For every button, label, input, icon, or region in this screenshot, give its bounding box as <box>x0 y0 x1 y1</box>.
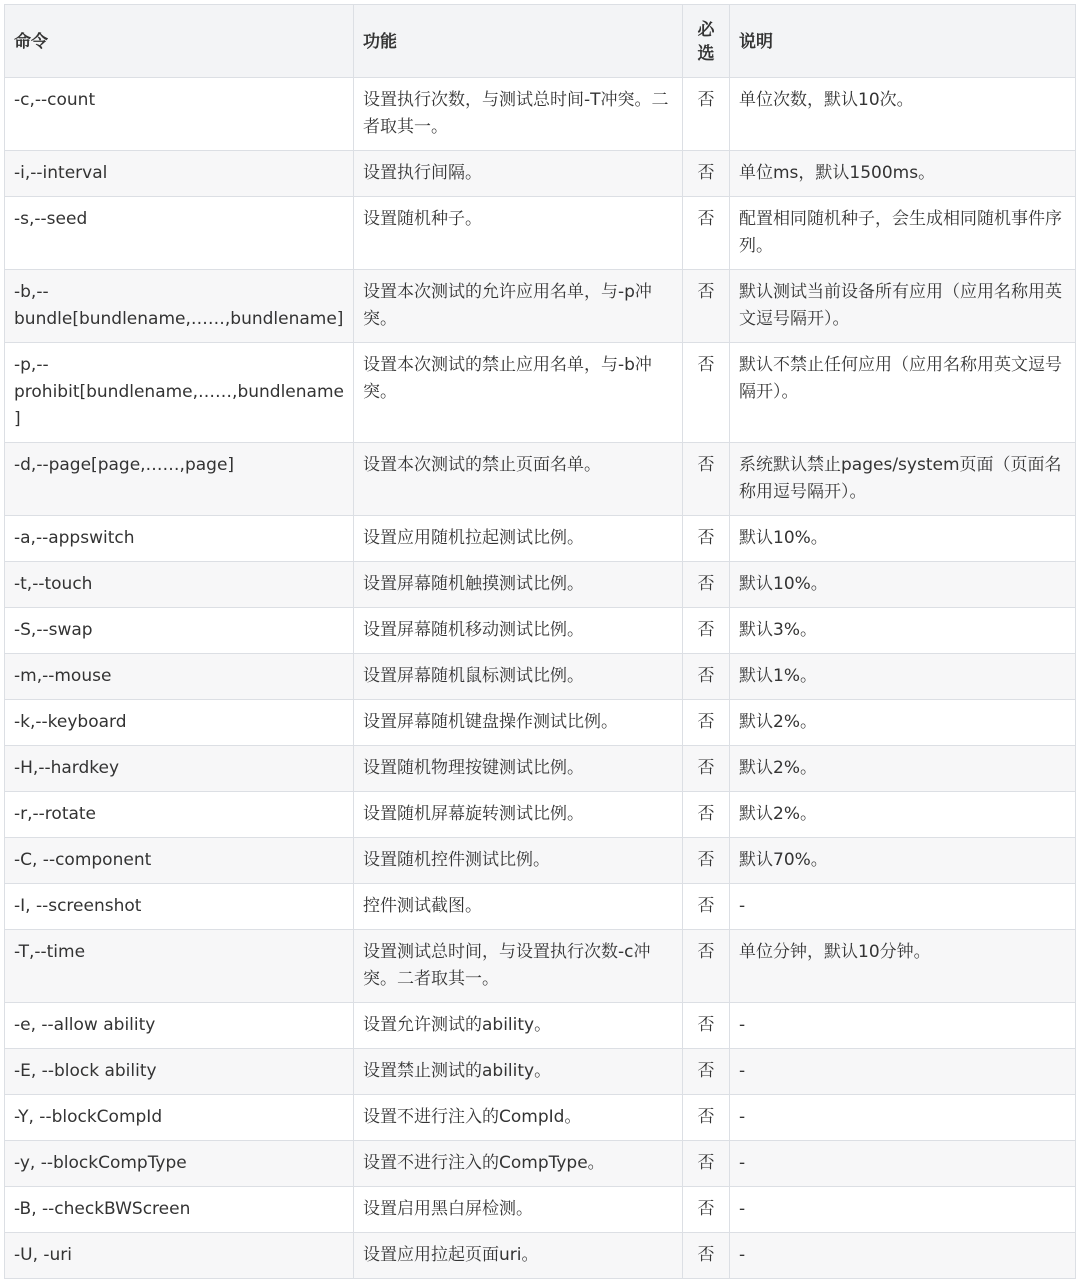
cell-description: 默认2%。 <box>730 746 1076 792</box>
cell-description: 默认3%。 <box>730 608 1076 654</box>
cell-function: 设置屏幕随机触摸测试比例。 <box>354 562 683 608</box>
table-row <box>5 1049 1076 1095</box>
cell-required: 否 <box>683 884 730 930</box>
cell-function: 设置屏幕随机键盘操作测试比例。 <box>354 700 683 746</box>
cell-description: 默认70%。 <box>730 838 1076 884</box>
table-row <box>5 1187 1076 1233</box>
table-row <box>5 151 1076 197</box>
cell-description: - <box>730 1187 1076 1233</box>
table-row <box>5 197 1076 270</box>
cell-description: - <box>730 1003 1076 1049</box>
cell-function: 设置随机物理按键测试比例。 <box>354 746 683 792</box>
header-function: 功能 <box>354 5 683 78</box>
table-row <box>5 1095 1076 1141</box>
table-row <box>5 343 1076 443</box>
cell-command: -I, --screenshot <box>5 884 354 930</box>
cell-command: -e, --allow ability <box>5 1003 354 1049</box>
table-row <box>5 746 1076 792</box>
table-row <box>5 654 1076 700</box>
cell-function: 设置执行间隔。 <box>354 151 683 197</box>
cell-function: 设置随机种子。 <box>354 197 683 270</box>
cell-command: -Y, --blockCompId <box>5 1095 354 1141</box>
cell-description: 单位ms，默认1500ms。 <box>730 151 1076 197</box>
cell-description: - <box>730 1233 1076 1279</box>
cell-command: -s,--seed <box>5 197 354 270</box>
cell-required: 否 <box>683 700 730 746</box>
cell-required: 否 <box>683 343 730 443</box>
cell-function: 控件测试截图。 <box>354 884 683 930</box>
table-row <box>5 516 1076 562</box>
table-row <box>5 1233 1076 1279</box>
cell-required: 否 <box>683 197 730 270</box>
cell-description: - <box>730 1141 1076 1187</box>
cell-required: 否 <box>683 792 730 838</box>
cell-required: 否 <box>683 1187 730 1233</box>
cell-required: 否 <box>683 1095 730 1141</box>
cell-command: -i,--interval <box>5 151 354 197</box>
cell-function: 设置应用拉起页面uri。 <box>354 1233 683 1279</box>
cell-command: -U, -uri <box>5 1233 354 1279</box>
cell-command: -y, --blockCompType <box>5 1141 354 1187</box>
cell-required: 否 <box>683 562 730 608</box>
header-required-line2: 选 <box>697 43 715 64</box>
cell-command: -r,--rotate <box>5 792 354 838</box>
cell-required: 否 <box>683 746 730 792</box>
cell-description: 系统默认禁止pages/system页面（页面名称用逗号隔开）。 <box>730 443 1076 516</box>
cell-required: 否 <box>683 1233 730 1279</box>
cell-function: 设置执行次数，与测试总时间-T冲突。二者取其一。 <box>354 78 683 151</box>
cell-command: -b,--bundle[bundlename,……,bundlename] <box>5 270 354 343</box>
table-row <box>5 562 1076 608</box>
cell-required: 否 <box>683 151 730 197</box>
cell-command: -B, --checkBWScreen <box>5 1187 354 1233</box>
cell-function: 设置禁止测试的ability。 <box>354 1049 683 1095</box>
table-row <box>5 1141 1076 1187</box>
cell-description: 默认10%。 <box>730 516 1076 562</box>
cell-function: 设置允许测试的ability。 <box>354 1003 683 1049</box>
cell-description: 默认2%。 <box>730 700 1076 746</box>
cell-description: 默认10%。 <box>730 562 1076 608</box>
table-row <box>5 930 1076 1003</box>
table-row <box>5 884 1076 930</box>
cell-function: 设置本次测试的允许应用名单，与-p冲突。 <box>354 270 683 343</box>
header-command: 命令 <box>5 5 354 78</box>
cell-description: - <box>730 1095 1076 1141</box>
table-row <box>5 838 1076 884</box>
cell-command: -d,--page[page,……,page] <box>5 443 354 516</box>
cell-function: 设置启用黑白屏检测。 <box>354 1187 683 1233</box>
cell-description: 默认2%。 <box>730 792 1076 838</box>
cell-required: 否 <box>683 443 730 516</box>
cell-description: - <box>730 884 1076 930</box>
table-row <box>5 792 1076 838</box>
cell-command: -m,--mouse <box>5 654 354 700</box>
cell-command: -k,--keyboard <box>5 700 354 746</box>
cell-command: -C, --component <box>5 838 354 884</box>
cell-required: 否 <box>683 608 730 654</box>
cell-function: 设置不进行注入的CompId。 <box>354 1095 683 1141</box>
cell-function: 设置应用随机拉起测试比例。 <box>354 516 683 562</box>
header-description: 说明 <box>730 5 1076 78</box>
table-header-row <box>5 5 1076 78</box>
cell-function: 设置测试总时间，与设置执行次数-c冲突。二者取其一。 <box>354 930 683 1003</box>
cell-description: 默认1%。 <box>730 654 1076 700</box>
table-row <box>5 700 1076 746</box>
cell-function: 设置本次测试的禁止页面名单。 <box>354 443 683 516</box>
cell-command: -a,--appswitch <box>5 516 354 562</box>
cell-command: -S,--swap <box>5 608 354 654</box>
cell-required: 否 <box>683 1141 730 1187</box>
cell-function: 设置屏幕随机鼠标测试比例。 <box>354 654 683 700</box>
cell-command: -c,--count <box>5 78 354 151</box>
cell-required: 否 <box>683 654 730 700</box>
cell-function: 设置不进行注入的CompType。 <box>354 1141 683 1187</box>
cell-description: 单位分钟，默认10分钟。 <box>730 930 1076 1003</box>
command-table <box>4 4 1076 1279</box>
cell-function: 设置屏幕随机移动测试比例。 <box>354 608 683 654</box>
cell-description: 默认不禁止任何应用（应用名称用英文逗号隔开）。 <box>730 343 1076 443</box>
table-row <box>5 78 1076 151</box>
cell-command: -p,--prohibit[bundlename,……,bundlename] <box>5 343 354 443</box>
cell-required: 否 <box>683 838 730 884</box>
cell-command: -H,--hardkey <box>5 746 354 792</box>
cell-description: 配置相同随机种子，会生成相同随机事件序列。 <box>730 197 1076 270</box>
command-table-container <box>4 4 1075 1279</box>
cell-function: 设置本次测试的禁止应用名单，与-b冲突。 <box>354 343 683 443</box>
cell-required: 否 <box>683 516 730 562</box>
header-required-line1: 必 <box>697 19 715 40</box>
cell-description: 单位次数，默认10次。 <box>730 78 1076 151</box>
cell-required: 否 <box>683 78 730 151</box>
table-row <box>5 1003 1076 1049</box>
table-row <box>5 270 1076 343</box>
cell-function: 设置随机屏幕旋转测试比例。 <box>354 792 683 838</box>
cell-required: 否 <box>683 1049 730 1095</box>
cell-required: 否 <box>683 930 730 1003</box>
cell-command: -t,--touch <box>5 562 354 608</box>
cell-command: -T,--time <box>5 930 354 1003</box>
table-row <box>5 608 1076 654</box>
header-required <box>683 5 730 78</box>
cell-command: -E, --block ability <box>5 1049 354 1095</box>
cell-function: 设置随机控件测试比例。 <box>354 838 683 884</box>
table-row <box>5 443 1076 516</box>
cell-description: - <box>730 1049 1076 1095</box>
cell-description: 默认测试当前设备所有应用（应用名称用英文逗号隔开）。 <box>730 270 1076 343</box>
cell-required: 否 <box>683 1003 730 1049</box>
cell-required: 否 <box>683 270 730 343</box>
